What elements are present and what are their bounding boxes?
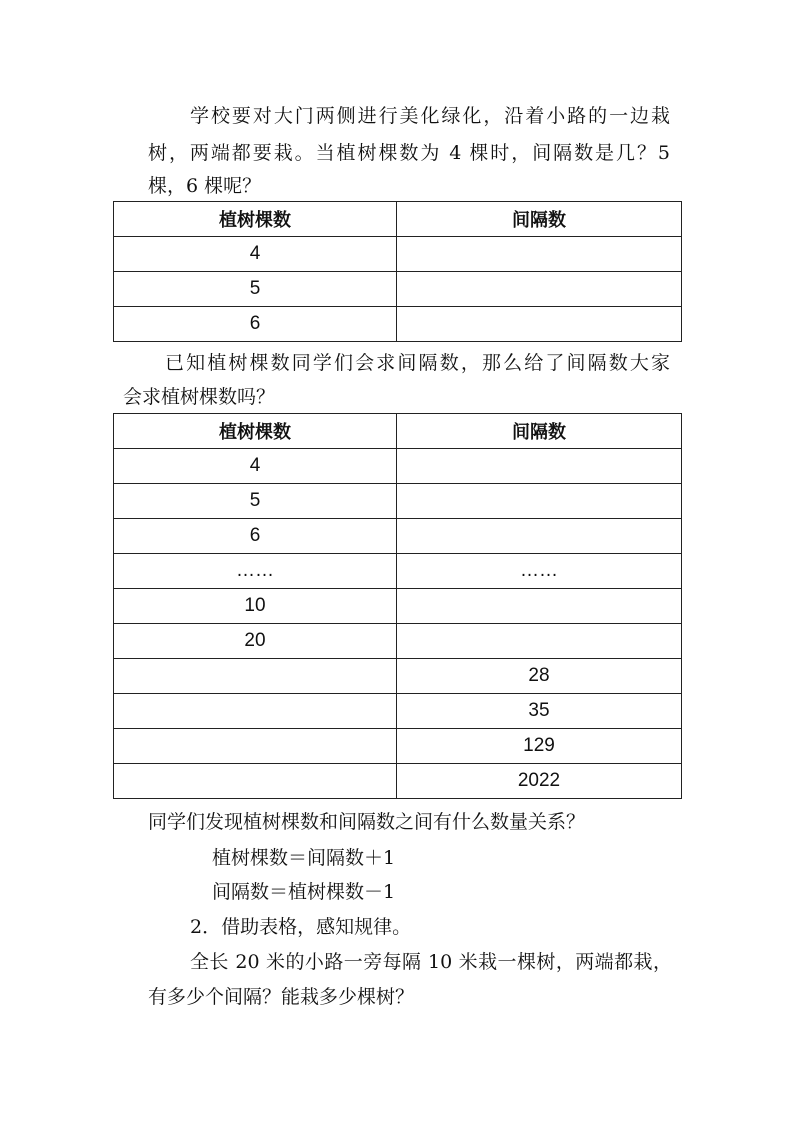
problem-line-2: 有多少个间隔？能栽多少棵树？ [148, 986, 415, 1008]
cell-tree-count: 20 [114, 624, 397, 659]
cell-tree-count: 10 [114, 589, 397, 624]
cell-interval-count [397, 624, 682, 659]
cell-interval-count [397, 449, 682, 484]
step-2-heading: 2．借助表格，感知规律。 [190, 916, 412, 938]
cell-tree-count: 5 [114, 272, 397, 307]
cell-tree-count [114, 729, 397, 764]
cell-interval-count: 129 [397, 729, 682, 764]
table-row [114, 589, 682, 624]
table-row [114, 624, 682, 659]
table-row [114, 659, 682, 694]
table-row [114, 237, 682, 272]
cell-interval-count [397, 484, 682, 519]
header-tree-count: 植树棵数 [114, 414, 397, 449]
cell-tree-count: 4 [114, 449, 397, 484]
table-trees-intervals-2 [113, 413, 682, 799]
table-row [114, 694, 682, 729]
cell-tree-count: 6 [114, 307, 397, 342]
table-trees-intervals-1 [113, 201, 682, 342]
table-row [114, 272, 682, 307]
formula-trees: 植树棵数＝间隔数＋1 [212, 847, 396, 869]
header-tree-count: 植树棵数 [114, 202, 397, 237]
cell-interval-count: 35 [397, 694, 682, 729]
problem-line-1: 全长 20 米的小路一旁每隔 10 米栽一棵树，两端都栽， [190, 951, 672, 973]
cell-tree-count: 6 [114, 519, 397, 554]
cell-interval-count [397, 589, 682, 624]
discovery-question: 同学们发现植树棵数和间隔数之间有什么数量关系？ [148, 811, 586, 833]
cell-interval-count [397, 237, 682, 272]
table-row [114, 484, 682, 519]
table-header-row [114, 202, 682, 237]
formula-intervals: 间隔数＝植树棵数－1 [212, 881, 396, 903]
cell-tree-count [114, 659, 397, 694]
intro-line-2: 树，两端都要栽。当植树棵数为 4 棵时，间隔数是几？5 [148, 142, 670, 164]
header-interval-count: 间隔数 [397, 202, 682, 237]
table-row [114, 307, 682, 342]
table-row [114, 729, 682, 764]
intro-line-1: 学校要对大门两侧进行美化绿化，沿着小路的一边栽 [190, 105, 670, 127]
cell-tree-count [114, 694, 397, 729]
cell-interval-count: …… [397, 554, 682, 589]
question2-line-2: 会求植树棵数吗？ [123, 386, 276, 408]
cell-interval-count [397, 519, 682, 554]
cell-interval-count: 2022 [397, 764, 682, 799]
cell-interval-count [397, 272, 682, 307]
cell-tree-count [114, 764, 397, 799]
table-header-row [114, 414, 682, 449]
table-row [114, 449, 682, 484]
cell-tree-count: …… [114, 554, 397, 589]
table-row [114, 764, 682, 799]
intro-line-3: 棵，6 棵呢？ [148, 175, 262, 197]
table-row [114, 519, 682, 554]
cell-tree-count: 4 [114, 237, 397, 272]
question2-line-1: 已知植树棵数同学们会求间隔数，那么给了间隔数大家 [165, 352, 670, 374]
header-interval-count: 间隔数 [397, 414, 682, 449]
cell-tree-count: 5 [114, 484, 397, 519]
table-row [114, 554, 682, 589]
cell-interval-count [397, 307, 682, 342]
cell-interval-count: 28 [397, 659, 682, 694]
